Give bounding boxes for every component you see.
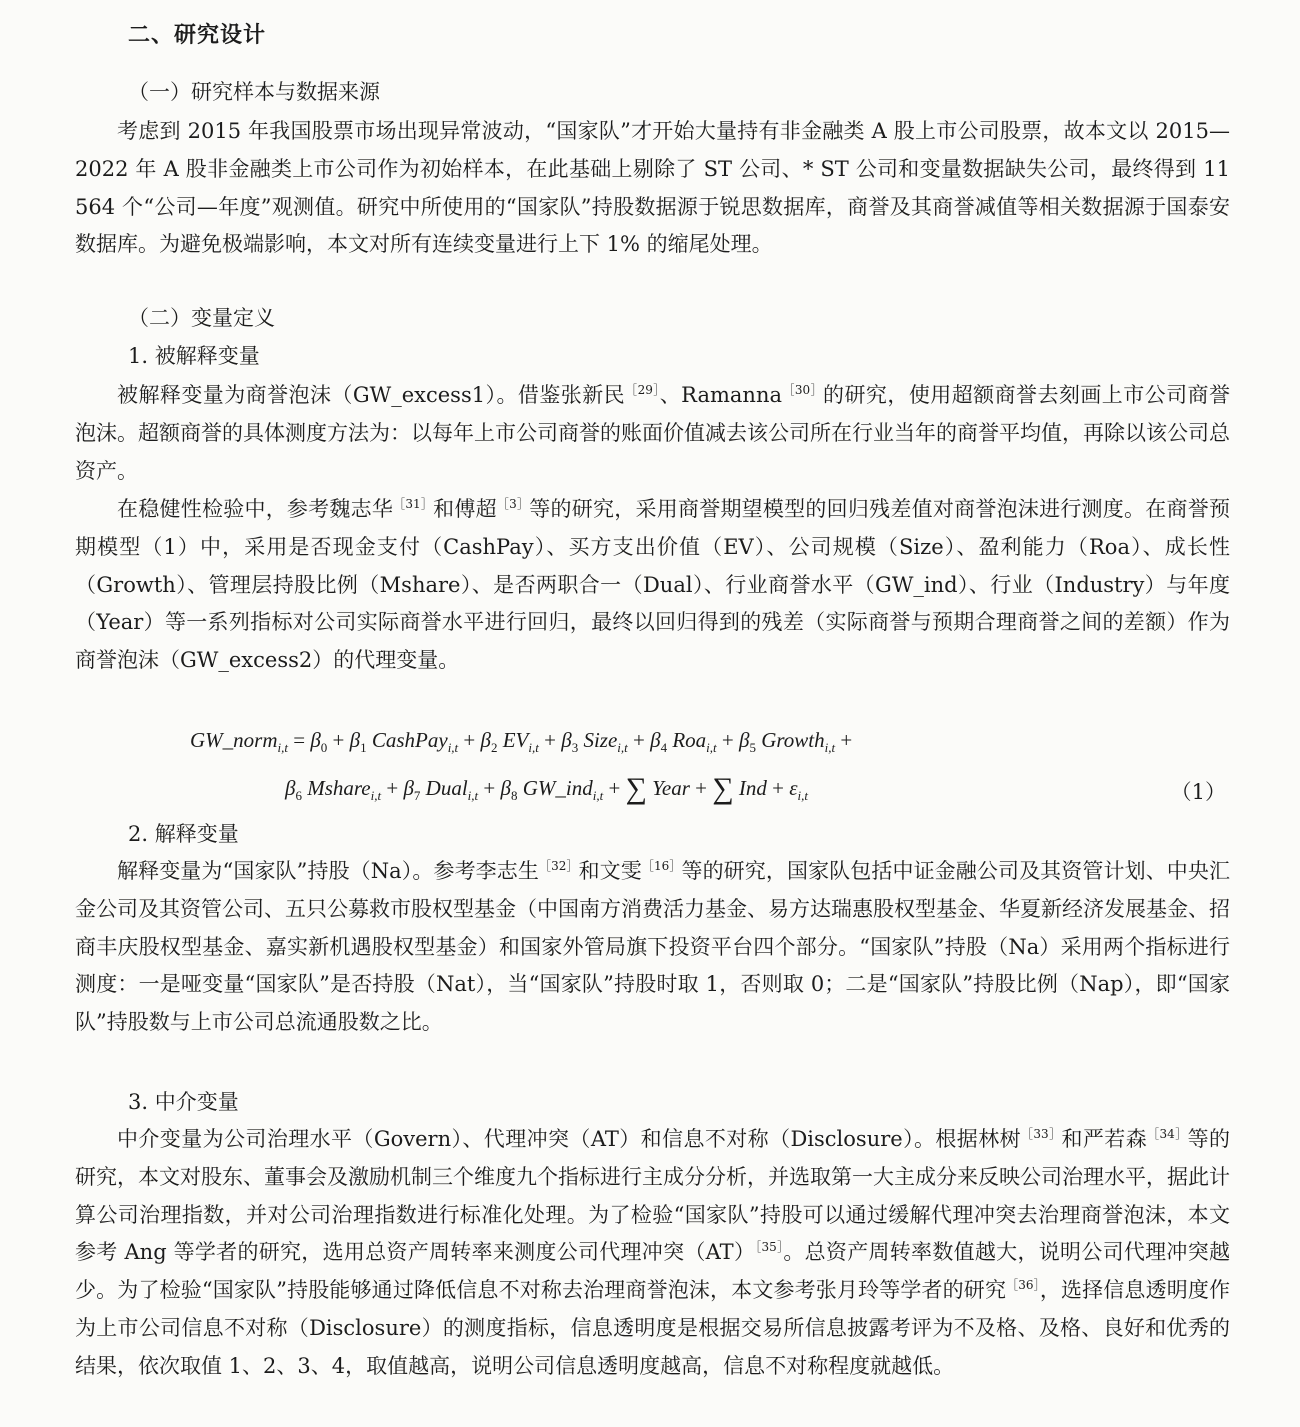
citation-33: ［33］ <box>1021 1127 1062 1141</box>
paragraph-mediator-variable: 中介变量为公司治理水平（Govern）、代理冲突（AT）和信息不对称（Disclosure）。根据林树$^{[33]}$和严若森$^{[34]}$等的研究，本文对股东、董事会及激励机制三个维度九个指标进行主成分分析，并选取第一大主成分来反映公司治理水平，据此计算公司治理指数，并对公司治理指数进行标准化处理。为了检验“国家队”持股可以通过缓解代理冲突去治理商誉泡沫，本文参考 Ang 等学者的研究，选用总资产周转率来测度公司代理冲突（AT）$^{[35]}$。总资产周转率数值越大，说明公司代理冲突越少。为了检验“国家队”持股能够通过降低信息不对称去治理商誉泡沫，本文参考张月玲等学者的研究$^{[36]}$，选择信息透明度作为上市公司信息不对称（Disclosure）的测度指标，信息透明度是根据交易所信息披露考评为不及格、及格、良好和优秀的结果，依次取值 1、2、3、4，取值越高，说明公司信息透明度越高，信息不对称程度就越低。 <box>75 1127 1231 1378</box>
bleed-through-mark <box>628 4 688 64</box>
paragraph-robustness: 在稳健性检验中，参考魏志华$^{[31]}$和傅超$^{[3]}$等的研究，采用商誉期望模型的回归残差值对商誉泡沫进行测度。在商誉预期模型（1）中，采用是否现金支付（CashPay）、买方支出价值（EV）、公司规模（Size）、盈利能力（Roa）、成长性（Growth）、管理层持股比例（Mshare）、是否两职合一（Dual）、行业商誉水平（GW_ind）、行业（Industry）与年度（Year）等一系列指标对公司实际商誉水平进行回归，最终以回归得到的残差（实际商誉与预期合理商誉之间的差额）作为商誉泡沫（GW_excess2）的代理变量。 <box>75 497 1231 673</box>
subsection-heading-variables: （二）变量定义 <box>128 306 275 330</box>
citation-35: ［35］ <box>755 1240 784 1255</box>
heading-explanatory-variable: 2. 解释变量 <box>128 822 239 846</box>
citation-30: ［30］ <box>782 383 824 397</box>
equation-number: （1） <box>1170 780 1226 804</box>
paragraph-dependent-variable: 被解释变量为商誉泡沫（GW_excess1）。借鉴张新民$^{[29]}$、Ramanna$^{[30]}$的研究，使用超额商誉去刻画上市公司商誉泡沫。超额商誉的具体测度方法为：以每年上市公司商誉的账面价值减去该公司所在行业当年的商誉平均值，再除以该公司总资产。 <box>75 383 1230 483</box>
citation-32: ［32］ <box>539 859 579 873</box>
paragraph-explanatory-variable: 解释变量为“国家队”持股（Na）。参考李志生$^{[32]}$和文雯$^{[16]}$等的研究，国家队包括中证金融公司及其资管计划、中央汇金公司及其资管公司、五只公募救市股权型基金（中国南方消费活力基金、易方达瑞惠股权型基金、华夏新经济发展基金、招商丰庆股权型基金、嘉实新机遇股权型基金）和国家外管局旗下投资平台四个部分。“国家队”持股（Na）采用两个指标进行测度：一是哑变量“国家队”是否持股（Nat），当“国家队”持股时取 1，否则取 0；二是“国家队”持股比例（Nap），即“国家队”持股数与上市公司总流通股数之比。 <box>75 859 1230 1035</box>
citation-34: ［34］ <box>1147 1127 1188 1141</box>
section-title: 二、研究设计 <box>128 22 267 48</box>
equation-line-2: $\beta_6$ Mshare$_{i,t}$ + $\beta_7$ Dual$_{i,t}$ + $\beta_8$ GW_ind$_{i,t}$ + ∑ Year + ∑ Ind + $\varepsilon_{i,t}$ <box>285 772 809 805</box>
subsection-heading-sample: （一）研究样本与数据来源 <box>128 80 380 104</box>
citation-3: ［3］ <box>496 497 530 511</box>
citation-29: ［29］ <box>625 383 660 397</box>
citation-36: ［36］ <box>1006 1278 1040 1293</box>
heading-mediator-variable: 3. 中介变量 <box>128 1090 239 1114</box>
citation-31: ［31］ <box>393 497 434 511</box>
heading-dependent-variable: 1. 被解释变量 <box>128 344 260 368</box>
equation-line-1: GW_norm$_{i,t}$ = $\beta_0 + \beta_1$ CashPay$_{i,t}$ + $\beta_2$ $EV_{i,t} + \beta_3$ Size$_{i,t}$ + $\beta_4$ $Roa_{i,t} + \beta_5$ Growth$_{i,t}$ + <box>190 728 853 756</box>
paragraph-sample: 考虑到 2015 年我国股票市场出现异常波动，“国家队”才开始大量持有非金融类 A 股上市公司股票，故本文以 2015—2022 年 A 股非金融类上市公司作为初始样本，在此基础上剔除了 ST 公司、* ST 公司和变量数据缺失公司，最终得到 11 564 个“公司—年度”观测值。研究中所使用的“国家队”持股数据源于锐思数据库，商誉及其商誉减值等相关数据源于国泰安数据库。为避免极端影响，本文对所有连续变量进行上下 1% 的缩尾处理。 <box>75 119 1230 257</box>
citation-16: ［16］ <box>641 859 682 873</box>
